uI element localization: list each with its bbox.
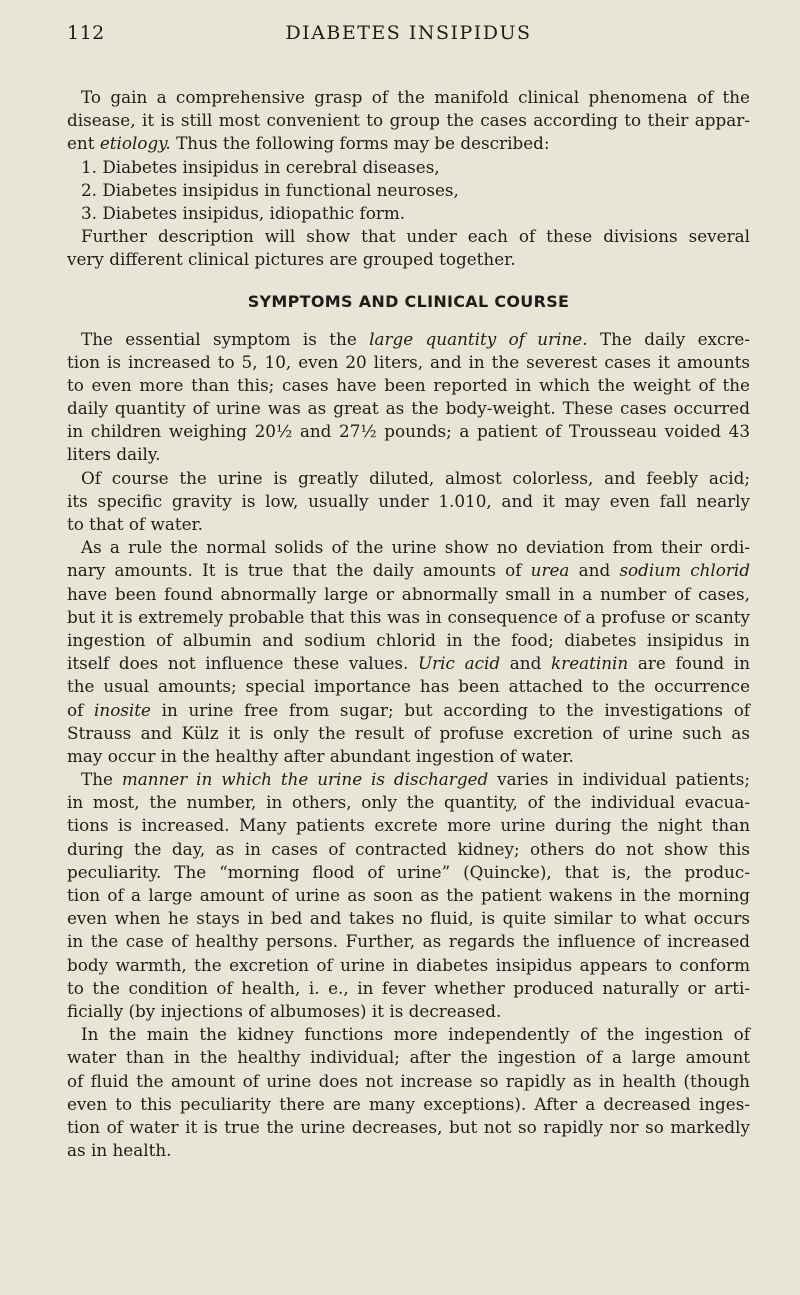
text-line: water than in the healthy individual; after the ingestion of a large amount: [67, 1047, 750, 1068]
text-line: ingestion of albumin and sodium chlorid in the food; diabetes insipidus in: [67, 629, 750, 650]
italic-term: urea: [530, 560, 570, 581]
running-head: DIABETES INSIPIDUS: [285, 22, 532, 44]
text-line: in children weighing 20½ and 27½ pounds; a patient of Trousseau voided 43: [67, 421, 750, 442]
text-line: to the condition of health, i. e., in fever whether produced naturally or arti-: [67, 977, 750, 998]
text-line: tions is increased. Many patients excrete more urine during the night than: [67, 815, 750, 836]
text-line: its specific gravity is low, usually under 1.010, and it may even fall nearly: [67, 490, 750, 511]
italic-term: kreatinin: [551, 653, 629, 674]
list-item: 3. Diabetes insipidus, idiopathic form.: [81, 202, 406, 223]
text-line: tion of water it is true the urine decreases, but not so rapidly nor so markedly: [67, 1116, 750, 1137]
text-line: have been found abnormally large or abnormally small in a number of cases,: [67, 583, 750, 604]
text-line: the usual amounts; special importance has been attached to the occurrence: [67, 676, 750, 697]
text-line: To gain a comprehensive grasp of the manifold clinical phenomena of the: [81, 87, 750, 107]
page-number: 112: [67, 22, 105, 44]
text-line: even to this peculiarity there are many exceptions). After a decreased inges-: [67, 1093, 750, 1114]
text-line: nary amounts. It is true that the daily amounts of urea and sodium chlorid: [67, 560, 751, 581]
text-line: In the main the kidney functions more independently of the ingestion of: [81, 1024, 750, 1045]
symptoms-text: [67, 328, 750, 1163]
italic-term: etiology.: [99, 133, 171, 154]
italic-term: Uric acid: [418, 653, 501, 674]
further-paragraph: [67, 225, 750, 271]
text-line: of fluid the amount of urine does not increase so rapidly as in health (though: [67, 1070, 750, 1091]
paragraph: [67, 328, 750, 467]
text-line: may occur in the healthy after abundant ingestion of water.: [67, 745, 574, 766]
etiology-list: [67, 156, 750, 226]
text-line: very different clinical pictures are grouped together.: [67, 249, 516, 270]
paragraph: [67, 467, 750, 537]
text-line: peculiarity. The “morning flood of urine” (Quincke), that is, the produc-: [67, 861, 750, 882]
text-line: to even more than this; cases have been reported in which the weight of the: [67, 374, 750, 395]
intro-paragraph: [67, 86, 750, 156]
text-line: Of course the urine is greatly diluted, almost colorless, and feebly acid;: [81, 467, 750, 488]
paragraph: [67, 768, 750, 1023]
text-line: even when he stays in bed and takes no fluid, is quite similar to what occurs: [67, 908, 750, 929]
text-line: liters daily.: [67, 444, 161, 465]
text-line: tion is increased to 5, 10, even 20 liters, and in the severest cases it amounts: [67, 351, 750, 372]
page-body: [67, 86, 750, 1162]
section-heading: SYMPTOMS AND CLINICAL COURSE: [247, 291, 570, 311]
text-line: tion of a large amount of urine as soon as the patient wakens in the morning: [67, 885, 750, 905]
text-line: daily quantity of urine was as great as the body-weight. These cases occurred: [67, 398, 750, 419]
text-line: Further description will show that under each of these divisions several: [81, 226, 750, 247]
italic-term: large quantity of urine.: [369, 328, 588, 349]
list-item: 2. Diabetes insipidus in functional neuroses,: [81, 179, 459, 200]
text-line: as in health.: [67, 1140, 172, 1161]
text-line: disease, it is still most convenient to group the cases according to their appar-: [67, 110, 750, 131]
list-item: 1. Diabetes insipidus in cerebral diseases,: [81, 156, 440, 177]
text-line: to that of water.: [67, 514, 204, 534]
italic-term: sodium chlorid: [619, 560, 751, 581]
text-line: As a rule the normal solids of the urine show no deviation from their ordi-: [81, 537, 750, 558]
text-line: The essential symptom is the large quantity of urine. The daily excre-: [81, 328, 750, 349]
text-line: of inosite in urine free from sugar; but according to the investigations of: [67, 699, 751, 720]
text-line: The manner in which the urine is discharged varies in individual patients;: [81, 769, 750, 790]
paragraph: [67, 1023, 750, 1162]
text-line: in most, the number, in others, only the quantity, of the individual evacua-: [67, 792, 750, 813]
text-line: Strauss and Külz it is only the result of profuse excretion of urine such as: [67, 722, 750, 743]
paragraph: [67, 536, 750, 768]
page-header: [67, 22, 750, 52]
text-line: in the case of healthy persons. Further, as regards the influence of increased: [67, 931, 750, 952]
text-line: but it is extremely probable that this was in consequence of a profuse or scanty: [67, 606, 750, 627]
italic-term: manner in which the urine is discharged: [121, 769, 489, 790]
text-line: during the day, as in cases of contracted kidney; others do not show this: [67, 838, 750, 859]
italic-term: inosite: [94, 699, 151, 720]
text-line: itself does not influence these values. Uric acid and kreatinin are found in: [67, 653, 751, 674]
text-line: ent etiology. Thus the following forms may be described:: [67, 133, 550, 154]
text-line: body warmth, the excretion of urine in diabetes insipidus appears to conform: [67, 954, 750, 975]
text-line: ficially (by injections of albumoses) it is decreased.: [67, 1000, 502, 1021]
